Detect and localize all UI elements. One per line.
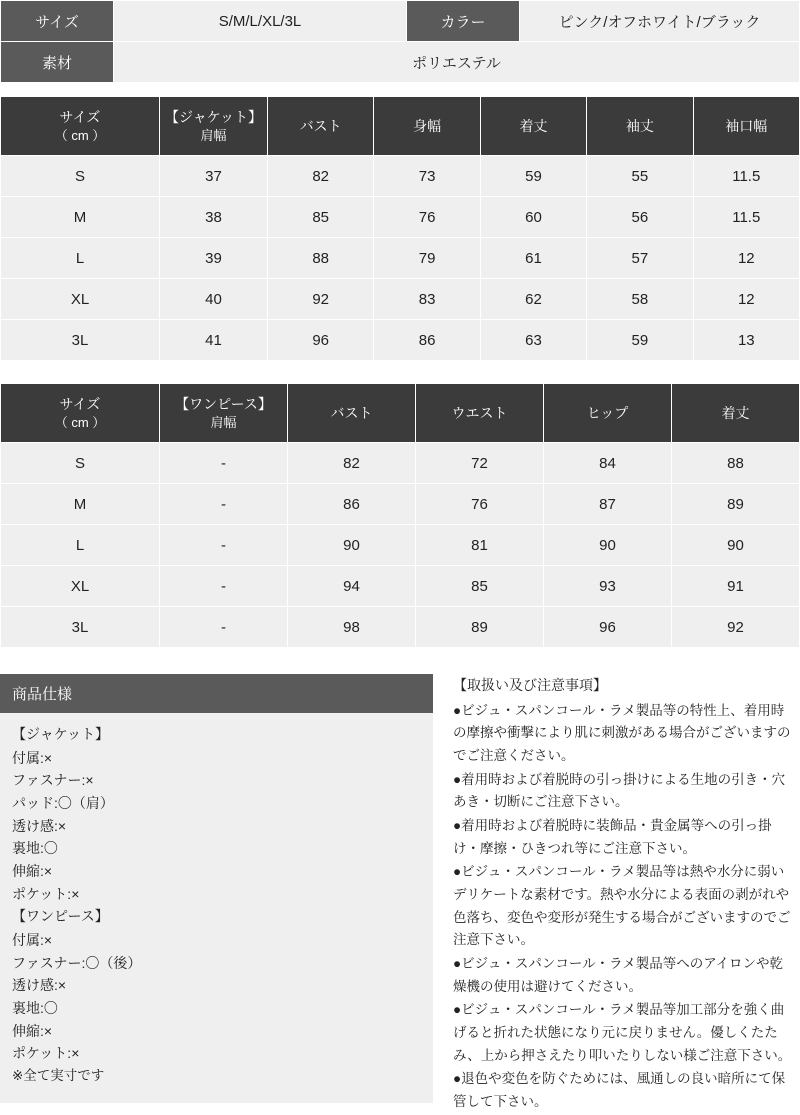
col-header-length: 着丈 <box>672 384 800 443</box>
col-header-hip: ヒップ <box>544 384 672 443</box>
cell: 96 <box>544 607 672 648</box>
jacket-size-table <box>0 96 800 361</box>
col-header-cuff: 袖口幅 <box>693 97 799 156</box>
notice-item: ●ビジュ・スパンコール・ラメ製品等加工部分を強く曲げると折れた状態になり元に戻りません。優しくたたみ、上から押さえたり叩いたりしない様ご注意下さい。 <box>453 1002 792 1063</box>
cell: 92 <box>268 279 374 320</box>
table-row <box>1 320 800 361</box>
notice-item: ●着用時および着脱時の引っ掛けによる生地の引き・穴あき・切断にご注意下さい。 <box>453 771 786 810</box>
spec-line: パッド:〇（肩） <box>12 795 114 812</box>
cell: 59 <box>480 156 586 197</box>
table-header-row <box>1 384 800 443</box>
cell: 40 <box>160 279 268 320</box>
cell: - <box>160 443 288 484</box>
table-row <box>1 156 800 197</box>
cell: 98 <box>288 607 416 648</box>
cell: 93 <box>544 566 672 607</box>
product-spec-title: 商品仕様 <box>0 674 433 713</box>
cell: 12 <box>693 238 799 279</box>
spec-line: 裏地:〇 <box>12 1000 58 1017</box>
cell: - <box>160 566 288 607</box>
cell: 37 <box>160 156 268 197</box>
cell: - <box>160 525 288 566</box>
cell: XL <box>1 279 160 320</box>
col-header-width: 身幅 <box>374 97 480 156</box>
cell: 88 <box>672 443 800 484</box>
cell: 58 <box>587 279 693 320</box>
cell: 90 <box>544 525 672 566</box>
cell: 82 <box>268 156 374 197</box>
spec-label-material: 素材 <box>1 42 114 83</box>
spec-line: 伸縮:× <box>12 863 53 880</box>
cell: - <box>160 607 288 648</box>
spec-line: 【ワンピース】 <box>12 908 109 925</box>
cell: 60 <box>480 197 586 238</box>
table-row <box>1 525 800 566</box>
cell: 90 <box>288 525 416 566</box>
spec-line: 【ジャケット】 <box>12 726 110 742</box>
cell: 85 <box>416 566 544 607</box>
cell: S <box>1 443 160 484</box>
spec-line: 付属:× <box>12 932 53 949</box>
cell: S <box>1 156 160 197</box>
cell: 84 <box>544 443 672 484</box>
spec-label-color: カラー <box>407 1 520 42</box>
col-header-sleeve: 袖丈 <box>587 97 693 156</box>
cell: 11.5 <box>693 156 799 197</box>
col-header-size-main: サイズ <box>59 395 101 412</box>
spec-line: 裏地:〇 <box>12 840 58 857</box>
spec-line: ファスナー:× <box>12 772 94 789</box>
cell: 61 <box>480 238 586 279</box>
cell: 88 <box>268 238 374 279</box>
spec-line: 付属:× <box>12 749 53 766</box>
cell: - <box>160 484 288 525</box>
spec-line: ポケット:× <box>12 885 80 902</box>
col-header-size-sub: （ cm ） <box>54 127 106 143</box>
notice-item: ●着用時および着脱時に装飾品・貴金属等への引っ掛け・摩擦・ひきつれ等にご注意下さい。 <box>453 817 772 856</box>
cell: 89 <box>416 607 544 648</box>
col-header-size <box>1 97 160 156</box>
col-header-waist: ウエスト <box>416 384 544 443</box>
cell: 91 <box>672 566 800 607</box>
spec-footnote: ※全て実寸です <box>12 1068 105 1084</box>
col-header-shoulder-sub: 肩幅 <box>200 127 227 143</box>
col-header-shoulder-sub: 肩幅 <box>210 414 237 430</box>
col-header-bust: バスト <box>288 384 416 443</box>
cell: 89 <box>672 484 800 525</box>
cell: 76 <box>374 197 480 238</box>
spec-table <box>0 0 800 83</box>
spec-line: 透け感:× <box>12 977 67 994</box>
spec-value-material: ポリエステル <box>114 42 800 83</box>
table-row <box>1 42 800 83</box>
table-row <box>1 197 800 238</box>
cell: 87 <box>544 484 672 525</box>
col-header-shoulder-main: 【ワンピース】 <box>175 395 272 412</box>
cell: L <box>1 525 160 566</box>
cell: M <box>1 197 160 238</box>
spec-line: ファスナー:〇（後） <box>12 954 142 971</box>
dress-size-table <box>0 383 800 648</box>
col-header-length: 着丈 <box>480 97 586 156</box>
col-header-shoulder <box>160 384 288 443</box>
table-row <box>1 1 800 42</box>
col-header-size-sub: （ cm ） <box>54 414 106 430</box>
cell: 86 <box>288 484 416 525</box>
table-header-row <box>1 97 800 156</box>
cell: 79 <box>374 238 480 279</box>
cell: 3L <box>1 320 160 361</box>
cell: 94 <box>288 566 416 607</box>
col-header-shoulder-main: 【ジャケット】 <box>164 108 263 125</box>
cell: 72 <box>416 443 544 484</box>
spec-value-size: S/M/L/XL/3L <box>114 1 407 42</box>
notice-body <box>447 674 800 1114</box>
cell: 13 <box>693 320 799 361</box>
notice-item: ●ビジュ・スパンコール・ラメ製品等へのアイロンや乾燥機の使用は避けてください。 <box>453 955 783 994</box>
cell: 96 <box>268 320 374 361</box>
spec-line: ポケット:× <box>12 1045 80 1062</box>
cell: 59 <box>587 320 693 361</box>
table-row <box>1 443 800 484</box>
table-row <box>1 607 800 648</box>
bottom-section <box>0 674 800 1115</box>
notice-item: ●ビジュ・スパンコール・ラメ製品等の特性上、着用時の摩擦や衝撃により肌に刺激がある場合がございますのでご注意ください。 <box>453 702 791 763</box>
cell: 39 <box>160 238 268 279</box>
cell: 11.5 <box>693 197 799 238</box>
cell: 85 <box>268 197 374 238</box>
cell: 55 <box>587 156 693 197</box>
spec-label-size: サイズ <box>1 1 114 42</box>
cell: 3L <box>1 607 160 648</box>
notice-item: ●ビジュ・スパンコール・ラメ製品等は熱や水分に弱いデリケートな素材です。熱や水分による表面の剥がれや色落ち、変色や変形が発生する場合がございますのでご注意下さい。 <box>453 864 791 948</box>
cell: 41 <box>160 320 268 361</box>
cell: 83 <box>374 279 480 320</box>
cell: M <box>1 484 160 525</box>
table-row <box>1 238 800 279</box>
product-spec-body <box>0 713 433 1103</box>
cell: 90 <box>672 525 800 566</box>
cell: 76 <box>416 484 544 525</box>
cell: 86 <box>374 320 480 361</box>
spec-line: 伸縮:× <box>12 1022 53 1039</box>
cell: 92 <box>672 607 800 648</box>
cell: 57 <box>587 238 693 279</box>
cell: 73 <box>374 156 480 197</box>
col-header-size-main: サイズ <box>59 108 101 125</box>
cell: L <box>1 238 160 279</box>
cell: 81 <box>416 525 544 566</box>
col-header-shoulder <box>160 97 268 156</box>
cell: 82 <box>288 443 416 484</box>
notice-panel <box>447 674 800 1115</box>
notice-item: ●退色や変色を防ぐためには、風通しの良い暗所にて保管して下さい。 <box>453 1071 786 1109</box>
cell: 63 <box>480 320 586 361</box>
spec-line: 透け感:× <box>12 817 67 834</box>
col-header-size <box>1 384 160 443</box>
table-row <box>1 279 800 320</box>
cell: 56 <box>587 197 693 238</box>
table-row <box>1 484 800 525</box>
cell: XL <box>1 566 160 607</box>
table-row <box>1 566 800 607</box>
cell: 12 <box>693 279 799 320</box>
notice-title: 【取扱い及び注意事項】 <box>453 677 607 693</box>
col-header-bust: バスト <box>268 97 374 156</box>
cell: 62 <box>480 279 586 320</box>
spec-value-color: ピンク/オフホワイト/ブラック <box>520 1 800 42</box>
cell: 38 <box>160 197 268 238</box>
product-spec-panel <box>0 674 433 1115</box>
